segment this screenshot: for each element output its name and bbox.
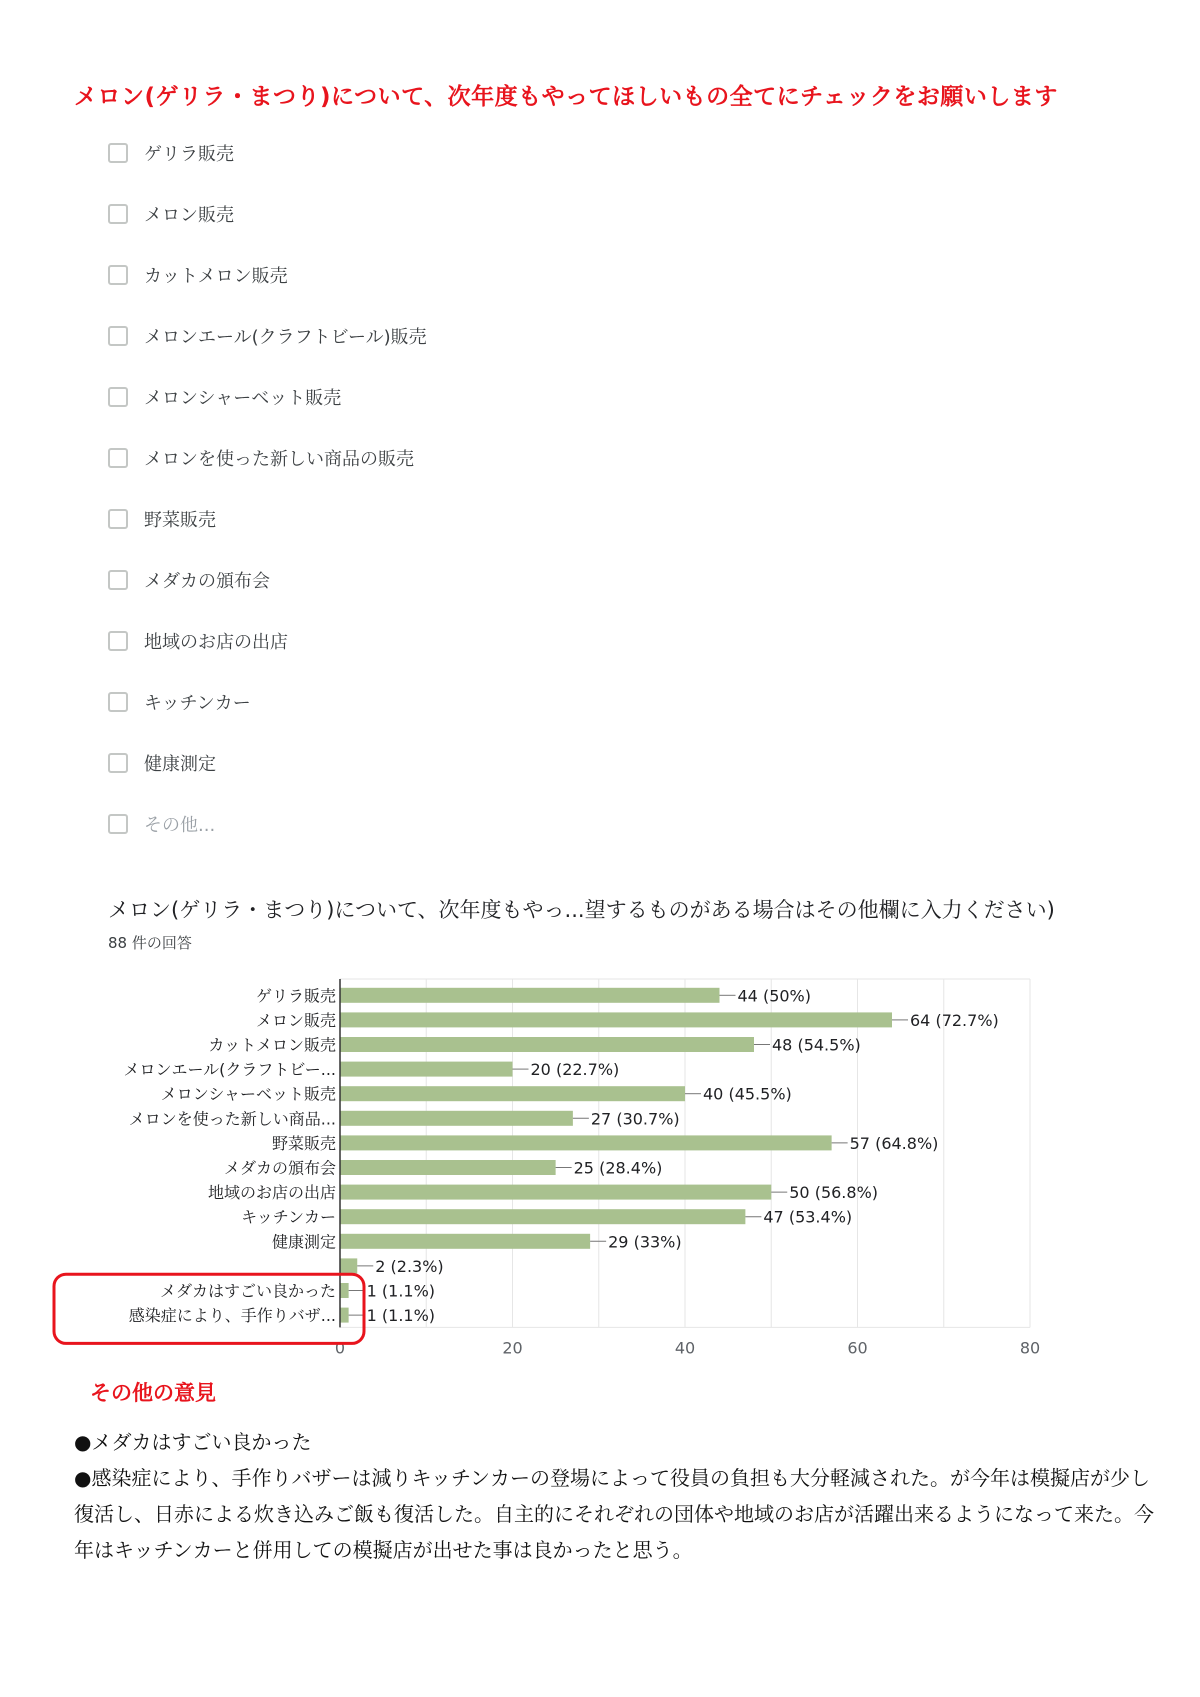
bar-chart: [0, 880, 1200, 1360]
other-opinions-heading: その他の意見: [90, 1381, 216, 1405]
option-label: 地域のお店の出店: [144, 632, 288, 653]
checkbox[interactable]: [108, 692, 128, 712]
option-label: メロンシャーベット販売: [144, 388, 342, 409]
bar: [340, 1185, 771, 1200]
x-tick-label: 20: [502, 1338, 523, 1358]
category-label: 野菜販売: [271, 1133, 336, 1153]
option-label: その他...: [144, 815, 216, 836]
value-label: 27 (30.7%): [590, 1109, 680, 1129]
option-melon[interactable]: [108, 199, 234, 229]
comment-list: [74, 1424, 1154, 1568]
option-health-check[interactable]: [108, 748, 216, 778]
bar: [340, 1037, 754, 1052]
bar: [340, 1258, 357, 1273]
checkbox[interactable]: [108, 265, 128, 285]
category-label: ゲリラ販売: [255, 986, 336, 1006]
value-label: 25 (28.4%): [573, 1158, 663, 1178]
option-local-shops[interactable]: [108, 626, 288, 656]
category-label: メロンを使った新しい商品...: [128, 1109, 336, 1129]
question-title: メロン(ゲリラ・まつり)について、次年度もやってほしいもの全てにチェックをお願いします: [74, 84, 1058, 110]
checkbox[interactable]: [108, 204, 128, 224]
option-melon-sherbet[interactable]: [108, 382, 341, 412]
option-new-melon-product[interactable]: [108, 443, 414, 473]
option-label: 健康測定: [144, 754, 216, 775]
category-label: 地域のお店の出店: [207, 1183, 336, 1203]
value-label: 64 (72.7%): [910, 1010, 999, 1030]
value-label: 44 (50%): [737, 986, 811, 1006]
x-tick-label: 60: [847, 1338, 868, 1358]
category-label: キッチンカー: [241, 1207, 336, 1227]
option-label: メロンを使った新しい商品の販売: [144, 449, 414, 470]
option-label: メロン販売: [144, 205, 234, 226]
value-label: 48 (54.5%): [772, 1035, 861, 1055]
option-melon-ale[interactable]: [108, 321, 427, 351]
option-label: カットメロン販売: [144, 266, 288, 287]
option-label: メロンエール(クラフトビール)販売: [144, 327, 427, 348]
checkbox[interactable]: [108, 814, 128, 834]
bar: [340, 1234, 590, 1249]
category-label: メロン販売: [255, 1010, 336, 1030]
bar: [340, 1135, 832, 1150]
value-label: 40 (45.5%): [703, 1084, 792, 1104]
value-label: 57 (64.8%): [849, 1133, 939, 1153]
checkbox[interactable]: [108, 631, 128, 651]
value-label: 29 (33%): [608, 1232, 682, 1252]
checkbox[interactable]: [108, 387, 128, 407]
bar: [340, 1160, 556, 1175]
bar: [340, 988, 720, 1003]
value-label: 20 (22.7%): [530, 1060, 620, 1080]
category-label: カットメロン販売: [208, 1035, 336, 1055]
category-label: メロンエール(クラフトビー...: [123, 1060, 336, 1080]
checkbox[interactable]: [108, 753, 128, 773]
category-label: メダカの頒布会: [223, 1158, 336, 1178]
category-label: 感染症により、手作りバザ...: [128, 1306, 336, 1326]
value-label: 2 (2.3%): [375, 1256, 444, 1276]
option-label: キッチンカー: [144, 693, 251, 714]
category-label: メダカはすごい良かった: [159, 1281, 336, 1301]
checkbox[interactable]: [108, 326, 128, 346]
checkbox[interactable]: [108, 570, 128, 590]
option-vegetables[interactable]: [108, 504, 216, 534]
checkbox[interactable]: [108, 448, 128, 468]
option-other[interactable]: [108, 809, 215, 839]
bar: [340, 1086, 685, 1101]
bar: [340, 1062, 513, 1077]
option-medaka[interactable]: [108, 565, 270, 595]
response-count: 88 件の回答: [108, 934, 192, 952]
option-label: 野菜販売: [144, 510, 216, 531]
option-label: メダカの頒布会: [144, 571, 270, 592]
chart-title: メロン(ゲリラ・まつり)について、次年度もやっ...望するものがある場合はその他欄に入力ください): [108, 898, 1055, 922]
x-tick-label: 40: [674, 1338, 696, 1358]
x-tick-label: 80: [1019, 1338, 1041, 1358]
bar: [340, 1308, 349, 1323]
category-label: 健康測定: [271, 1232, 336, 1252]
option-cut-melon[interactable]: [108, 260, 288, 290]
checkbox[interactable]: [108, 143, 128, 163]
option-kitchen-car[interactable]: [108, 687, 251, 717]
bar: [340, 1283, 349, 1298]
bar: [340, 1012, 892, 1027]
comment: ●感染症により、手作りバザーは減りキッチンカーの登場によって役員の負担も大分軽減された。が今年は模擬店が少し復活し、日赤による炊き込みご飯も復活した。自主的にそれぞれの団体や地域のお店が活躍出来るようになって来た。今年はキッチンカーと併用しての模擬店が出せた事は良かったと思う。: [74, 1466, 1154, 1562]
option-guerrilla[interactable]: [108, 138, 234, 168]
bar: [340, 1209, 745, 1224]
category-label: メロンシャーベット販売: [160, 1084, 336, 1104]
value-label: 1 (1.1%): [366, 1281, 436, 1301]
comment: ●メダカはすごい良かった: [74, 1430, 312, 1454]
value-label: 47 (53.4%): [763, 1207, 853, 1227]
option-label: ゲリラ販売: [144, 144, 234, 165]
value-label: 50 (56.8%): [789, 1183, 879, 1203]
value-label: 1 (1.1%): [366, 1306, 436, 1326]
checkbox[interactable]: [108, 509, 128, 529]
bar: [340, 1111, 573, 1126]
x-tick-label: 0: [334, 1338, 346, 1358]
